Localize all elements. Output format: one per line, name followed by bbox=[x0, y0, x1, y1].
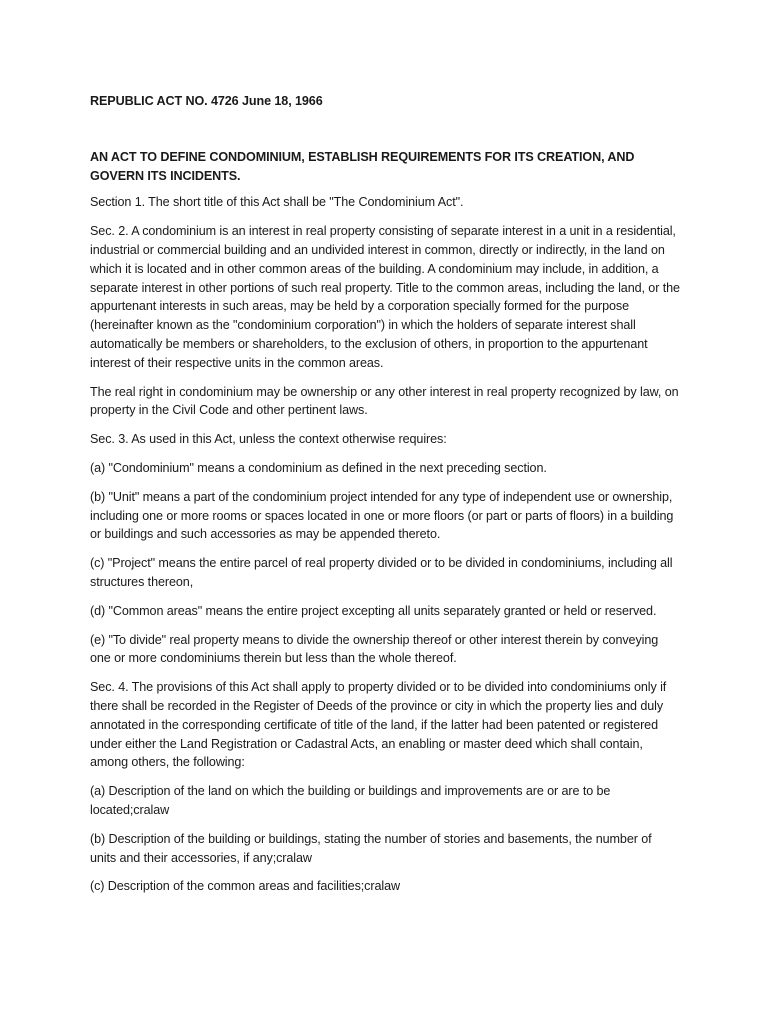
paragraph-requirement-b: (b) Description of the building or buildings, stating the number of stories and basements, the number of units and their accessories, if any;cralaw bbox=[90, 831, 652, 865]
paragraph-definition-a: (a) "Condominium" means a condominium as defined in the next preceding section. bbox=[90, 460, 547, 475]
paragraph-definition-b: (b) "Unit" means a part of the condominium project intended for any type of independent use or ownership, including one or more rooms or spaces located in one or more floors (or part or parts of floors) in a building or buildings and such accessories as may be appended thereto. bbox=[90, 489, 674, 542]
paragraph-definition-c: (c) "Project" means the entire parcel of real property divided or to be divided in condominiums, including all structures thereon, bbox=[90, 556, 673, 589]
document-body bbox=[90, 92, 680, 906]
document-title: REPUBLIC ACT NO. 4726 June 18, 1966 bbox=[90, 94, 323, 108]
paragraph-section-3: Sec. 3. As used in this Act, unless the context otherwise requires: bbox=[90, 432, 447, 447]
paragraph-section-4: Sec. 4. The provisions of this Act shall apply to property divided or to be divided into condominiums only if there shall be recorded in the Register of Deeds of the province or city in which the property lies and duly annotated in the corresponding certificate of title of the land, if the latter had been patented or registered under either the Land Registration or Cadastral Acts, an enabling or master deed which shall contain, among others, the following: bbox=[90, 680, 667, 770]
paragraph-section-2: Sec. 2. A condominium is an interest in real property consisting of separate interest in a unit in a residential, industrial or commercial building and an undivided interest in common, directly or indirectly, in the land on which it is located and in other common areas of the building. A condominium may include, in addition, a separate interest in other portions of such real property. Title to the common areas, including the land, or the appurtenant interests in such areas, may be held by a corporation specially formed for the purpose (hereinafter known as the "condominium corporation") in which the holders of separate interest shall automatically be members or shareholders, to the exclusion of others, in proportion to the appurtenant interest of their respective units in the common areas. bbox=[90, 224, 680, 370]
paragraph-definition-e: (e) "To divide" real property means to divide the ownership thereof or other interest therein by conveying one or more condominiums therein but less than the whole thereof. bbox=[90, 632, 659, 666]
paragraph-real-right: The real right in condominium may be ownership or any other interest in real property recognized by law, on property in the Civil Code and other pertinent laws. bbox=[90, 384, 679, 418]
paragraph-requirement-c: (c) Description of the common areas and facilities;cralaw bbox=[90, 879, 400, 894]
paragraph-section-1: Section 1. The short title of this Act shall be "The Condominium Act". bbox=[90, 195, 464, 210]
paragraph-requirement-a: (a) Description of the land on which the building or buildings and improvements are or are to be located;cralaw bbox=[90, 784, 611, 817]
paragraph-definition-d: (d) "Common areas" means the entire project excepting all units separately granted or held or reserved. bbox=[90, 603, 657, 618]
act-heading: AN ACT TO DEFINE CONDOMINIUM, ESTABLISH REQUIREMENTS FOR ITS CREATION, AND GOVERN ITS INCIDENTS. bbox=[90, 149, 635, 183]
